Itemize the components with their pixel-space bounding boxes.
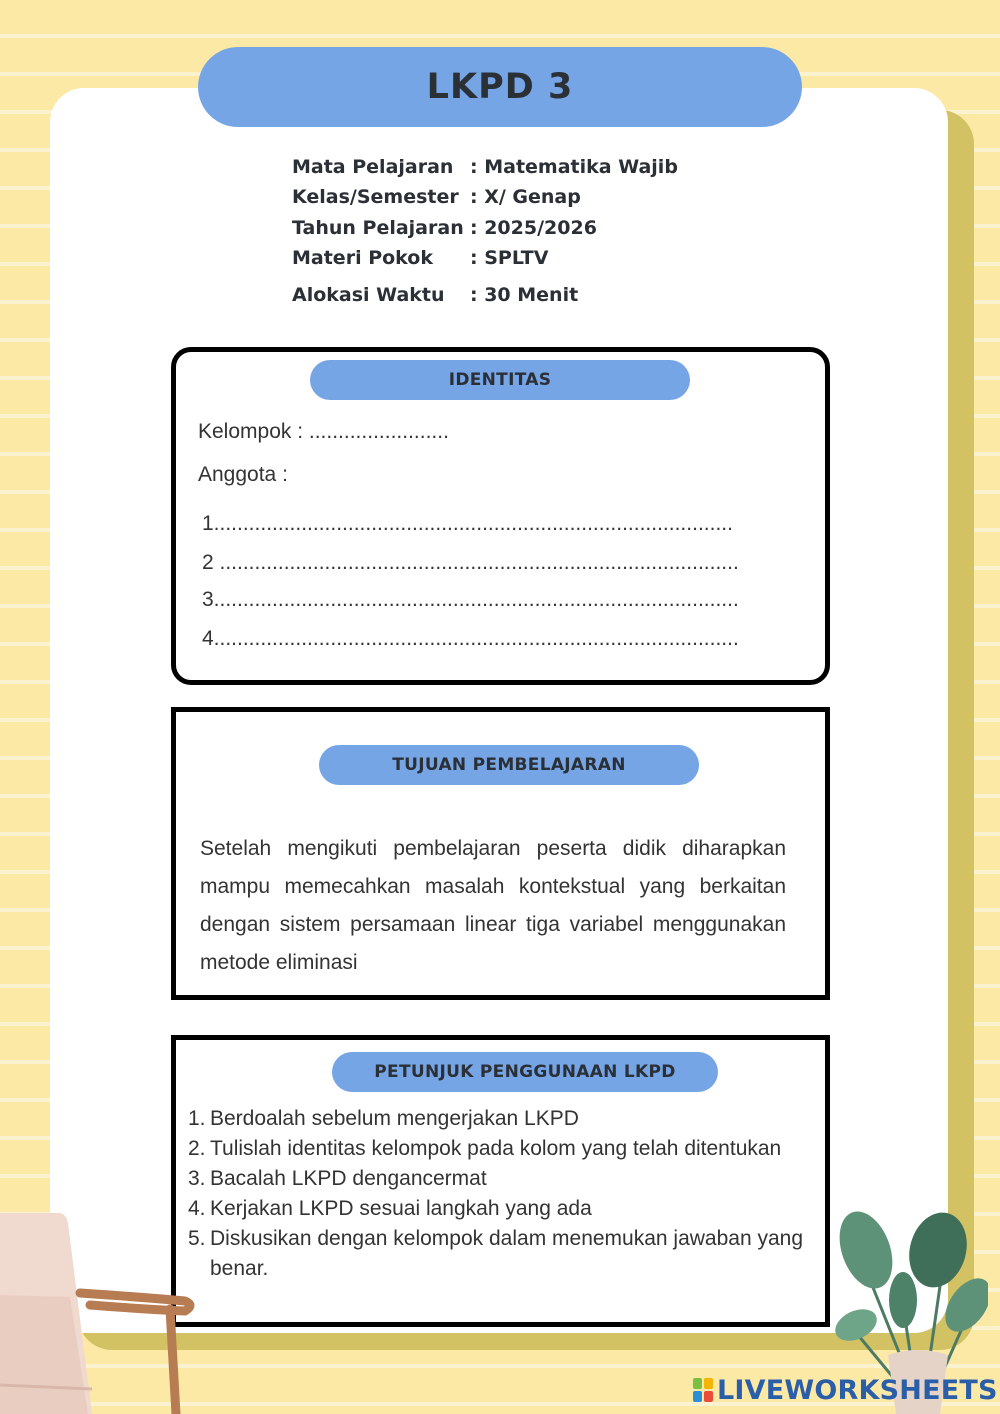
step-number: 4. xyxy=(188,1197,206,1220)
step-number: 2. xyxy=(188,1137,206,1160)
member-field-1[interactable]: 1......................................................................................... xyxy=(202,512,733,535)
tujuan-text: Setelah mengikuti pembelajaran peserta didik diharapkan mampu memecahkan masalah kontekstual yang berkaitan dengan sistem persamaan linear tiga variabel menggunakan metode eliminasi xyxy=(200,837,786,974)
step-number: 3. xyxy=(188,1167,206,1190)
step-text: Berdoalah sebelum mengerjakan LKPD xyxy=(210,1107,579,1130)
tujuan-heading: TUJUAN PEMBELAJARAN xyxy=(319,745,699,785)
step-text: Bacalah LKPD dengancermat xyxy=(210,1167,487,1190)
kelompok-field[interactable]: Kelompok : ........................ xyxy=(198,420,449,443)
identitas-heading: IDENTITAS xyxy=(310,360,690,400)
petunjuk-list xyxy=(188,1104,818,1284)
info-label: Tahun Pelajaran xyxy=(292,217,464,239)
identitas-box xyxy=(171,347,830,685)
tujuan-box xyxy=(171,707,830,1000)
petunjuk-heading: PETUNJUK PENGGUNAAN LKPD xyxy=(332,1052,718,1092)
brand-logo-icon xyxy=(693,1378,713,1402)
petunjuk-box xyxy=(171,1035,830,1327)
liveworksheets-brand[interactable] xyxy=(693,1372,998,1408)
page-title: LKPD 3 xyxy=(198,47,802,127)
info-value: : SPLTV xyxy=(470,247,549,269)
info-label: Materi Pokok xyxy=(292,247,433,269)
info-value: : Matematika Wajib xyxy=(470,156,678,178)
list-item xyxy=(188,1194,818,1224)
info-label: Kelas/Semester xyxy=(292,186,459,208)
info-value: : 2025/2026 xyxy=(470,217,597,239)
list-item xyxy=(188,1134,818,1164)
brand-name: LIVEWORKSHEETS xyxy=(717,1374,998,1406)
anggota-label: Anggota : xyxy=(198,463,288,486)
info-value: : 30 Menit xyxy=(470,284,579,306)
step-number: 5. xyxy=(188,1227,206,1250)
step-number: 1. xyxy=(188,1107,206,1130)
step-text: Kerjakan LKPD sesuai langkah yang ada xyxy=(210,1197,592,1220)
chair-illustration xyxy=(0,1205,200,1414)
info-label: Alokasi Waktu xyxy=(292,284,445,306)
member-field-2[interactable]: 2 ......................................................................................... xyxy=(202,551,739,574)
info-value: : X/ Genap xyxy=(470,186,581,208)
list-item xyxy=(188,1164,818,1194)
list-item xyxy=(188,1224,818,1284)
step-text: Tulislah identitas kelompok pada kolom yang telah ditentukan xyxy=(210,1137,782,1160)
member-field-3[interactable]: 3.......................................................................................... xyxy=(202,588,739,611)
info-label: Mata Pelajaran xyxy=(292,156,454,178)
list-item xyxy=(188,1104,818,1134)
member-field-4[interactable]: 4.......................................................................................... xyxy=(202,627,739,650)
step-text: Diskusikan dengan kelompok dalam menemukan jawaban yang benar. xyxy=(210,1227,804,1280)
